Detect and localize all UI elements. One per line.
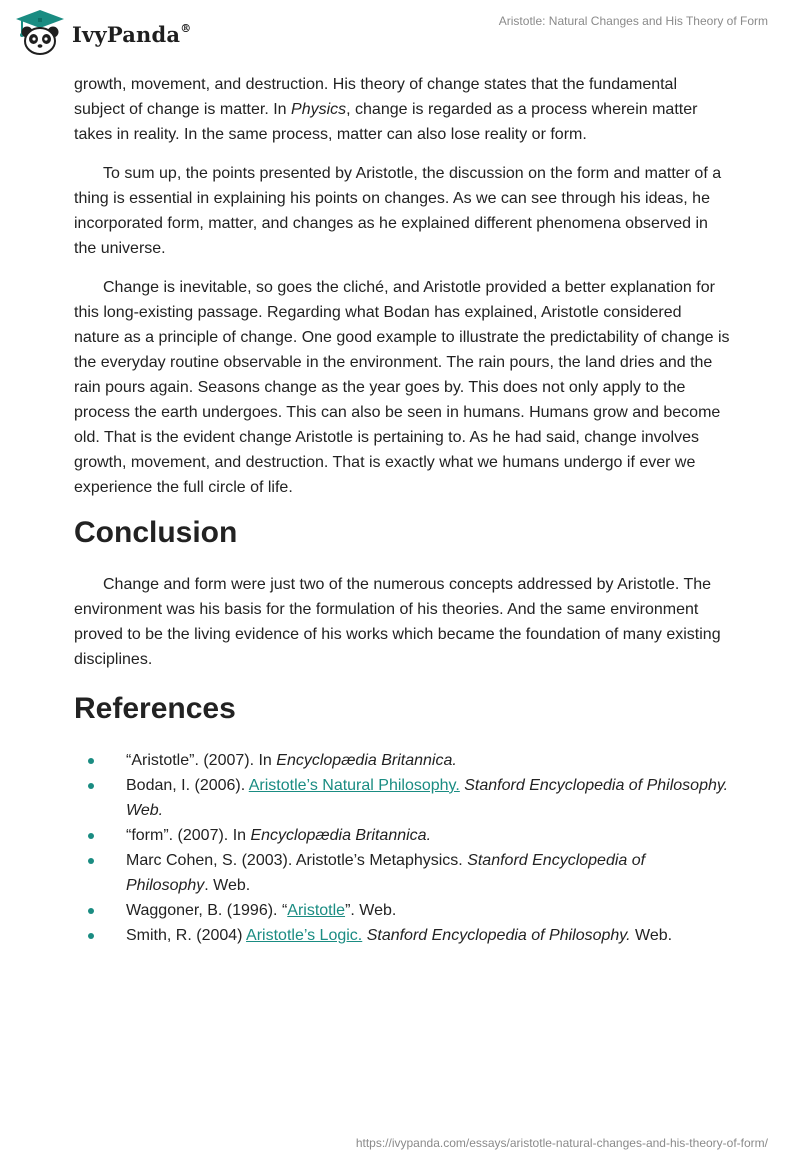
- reference-item: “Aristotle”. (2007). In Encyclopædia Britannica.: [74, 748, 730, 773]
- references-heading: References: [74, 692, 236, 725]
- reference-link-aristotle[interactable]: Aristotle: [287, 902, 346, 919]
- reference-item: Marc Cohen, S. (2003). Aristotle’s Metaphysics. Stanford Encyclopedia of Philosophy. Web.: [74, 848, 730, 898]
- essay-content: [74, 72, 730, 948]
- paragraph-2: To sum up, the points presented by Aristotle, the discussion on the form and matter of a thing is essential in explaining his points on changes. As we can see through his ideas, he incorporated form, matter, and changes as he explained different phenomena observed in the universe.: [74, 165, 722, 257]
- bullet-icon: [88, 858, 94, 864]
- reference-item: Bodan, I. (2006). Aristotle’s Natural Philosophy. Stanford Encyclopedia of Philosophy. Web.: [74, 773, 730, 823]
- references-list: [74, 748, 730, 948]
- footer-url: https://ivypanda.com/essays/aristotle-natural-changes-and-his-theory-of-form/: [355, 1136, 768, 1150]
- bullet-icon: [88, 908, 94, 914]
- reference-item: Waggoner, B. (1996). “Aristotle”. Web.: [74, 898, 730, 923]
- conclusion-heading: Conclusion: [74, 516, 238, 549]
- brand-name: IvyPanda®: [72, 21, 192, 47]
- paragraph-3: Change is inevitable, so goes the cliché, and Aristotle provided a better explanation for this long-existing passage. Regarding what Bodan has explained, Aristotle considered nature as a principle of change. One good example to illustrate the predictability of change is the everyday routine observable in the environment. The rain pours, the land dries and the rain pours again. Seasons change as the year goes by. This does not only apply to the process the earth undergoes. This can also be seen in humans. Humans grow and become old. That is the evident change Aristotle is pertaining to. As he had said, change involves growth, movement, and destruction. That is exactly what we humans undergo if ever we experience the full circle of life.: [74, 279, 730, 496]
- reference-item: Smith, R. (2004) Aristotle’s Logic. Stanford Encyclopedia of Philosophy. Web.: [74, 923, 730, 948]
- ivypanda-logo[interactable]: [14, 8, 191, 56]
- conclusion-paragraph: Change and form were just two of the numerous concepts addressed by Aristotle. The environment was his basis for the formulation of his theories. And the same environment proved to be the living evidence of his works which became the foundation of many existing disciplines.: [74, 576, 721, 668]
- bullet-icon: [88, 833, 94, 839]
- bullet-icon: [88, 933, 94, 939]
- reference-link-natural-philosophy[interactable]: Aristotle’s Natural Philosophy.: [248, 777, 460, 794]
- page-header: [0, 0, 800, 70]
- bullet-icon: [88, 783, 94, 789]
- panda-graduate-icon: [14, 8, 66, 56]
- document-title: Aristotle: Natural Changes and His Theory of Form: [498, 14, 768, 28]
- bullet-icon: [88, 758, 94, 764]
- paragraph-1: growth, movement, and destruction. His theory of change states that the fundamental subject of change is matter. In Physics, change is regarded as a process wherein matter takes in reality. In the same process, matter can also lose reality or form.: [74, 76, 698, 143]
- reference-item: “form”. (2007). In Encyclopædia Britannica.: [74, 823, 730, 848]
- reference-link-logic[interactable]: Aristotle’s Logic.: [246, 927, 363, 944]
